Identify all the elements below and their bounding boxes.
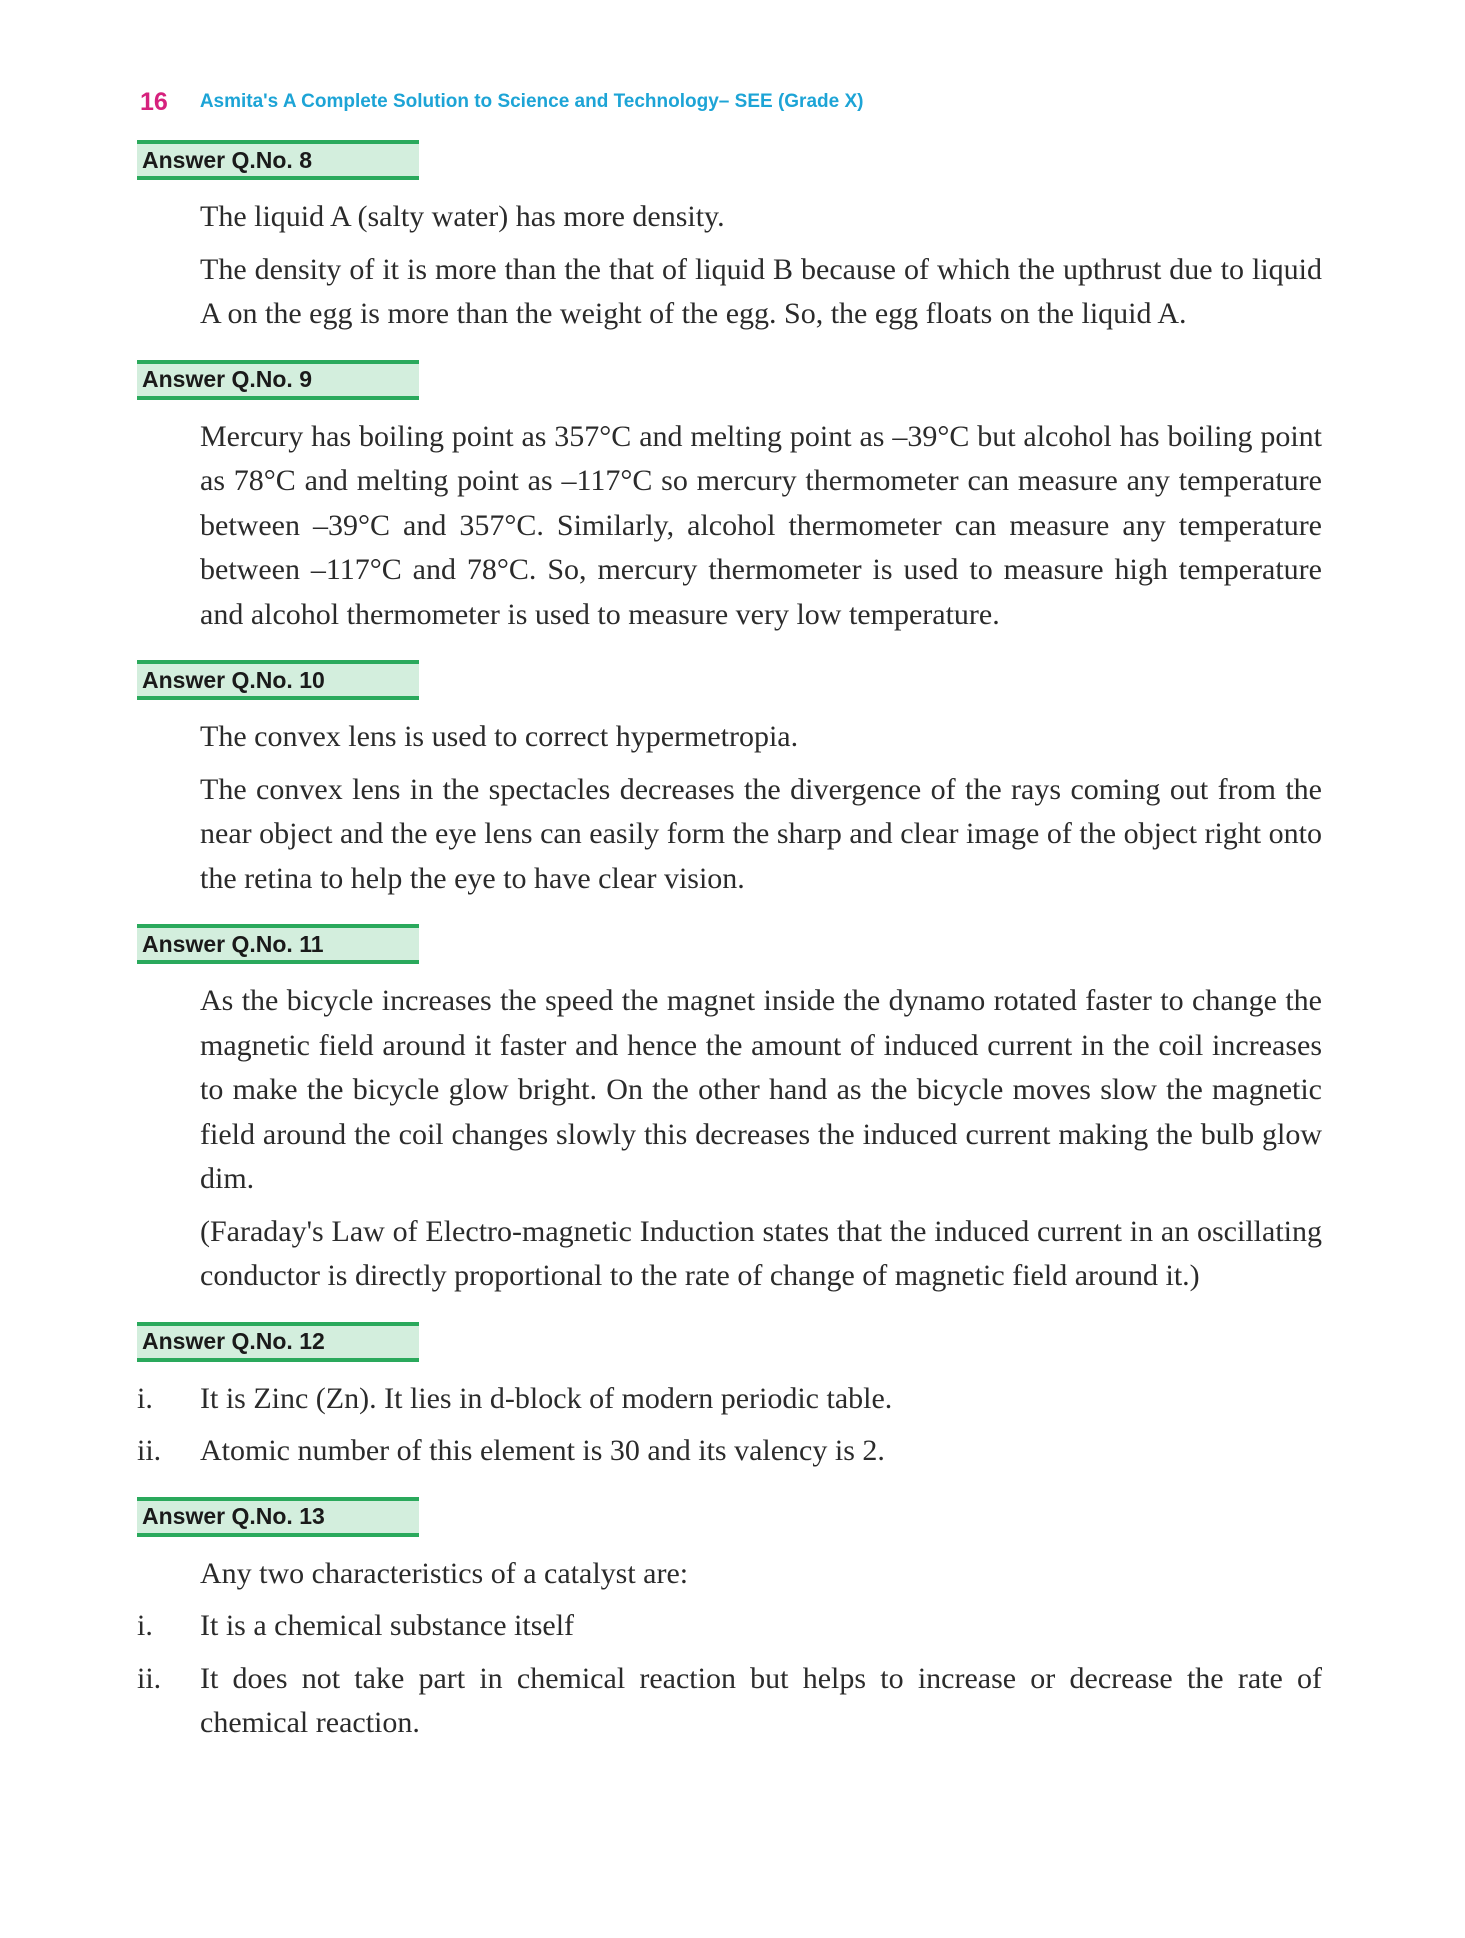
list-item-text: It does not take part in chemical reaction but helps to increase or decrease the rate of chemical reaction. [200,1661,1322,1739]
answer-8-paragraph: The density of it is more than the that of liquid B because of which the upthrust due to liquid A on the egg is more than the weight of the egg. So, the egg floats on the liquid A. [200,252,1322,330]
answer-11-label: Answer Q.No. 11 [137,924,419,964]
list-item-text: Atomic number of this element is 30 and its valency is 2. [200,1434,885,1467]
list-item [137,1429,1322,1474]
answer-13-label: Answer Q.No. 13 [137,1497,419,1537]
list-marker: ii. [137,1661,162,1695]
answer-9-label: Answer Q.No. 9 [137,360,419,400]
list-item-text: It is a chemical substance itself [200,1609,575,1642]
page-number: 16 [140,87,168,116]
list-item [137,1604,1322,1649]
answer-10-section [137,660,1322,901]
answer-10-paragraph: The convex lens in the spectacles decreases the divergence of the rays coming out from the near object and the eye lens can easily form the sharp and clear image of the object right onto the retina to help the eye to have clear vision. [200,772,1322,895]
answer-11-section [137,924,1322,1299]
answer-9-paragraph: Mercury has boiling point as 357°C and melting point as –39°C but alcohol has boiling point as 78°C and melting point as –117°C so mercury thermometer can measure any temperature between –39°C and 357°C. Similarly, alcohol thermometer can measure any temperature between –117°C and 78°C. So, mercury thermometer is used to measure high temperature and alcohol thermometer is used to measure very low temperature. [200,419,1322,631]
answer-10-label: Answer Q.No. 10 [137,660,419,700]
answer-11-paragraph: (Faraday's Law of Electro-magnetic Induction states that the induced current in an oscillating conductor is directly proportional to the rate of change of magnetic field around it.) [200,1214,1322,1292]
answer-10-paragraph: The convex lens is used to correct hypermetropia. [200,720,799,753]
list-marker: i. [137,1381,153,1415]
list-item-text: It is Zinc (Zn). It lies in d-block of modern periodic table. [200,1381,893,1415]
answer-12-section [137,1322,1322,1474]
list-marker: i. [137,1609,153,1642]
page-content [137,140,1322,1769]
answer-13-section [137,1497,1322,1746]
answer-13-intro: Any two characteristics of a catalyst are: [200,1556,689,1590]
running-title: Asmita's A Complete Solution to Science and Technology– SEE (Grade X) [199,91,864,112]
running-header [140,82,863,122]
answer-8-label: Answer Q.No. 8 [137,140,419,180]
list-item [137,1657,1322,1746]
answer-9-section [137,360,1322,638]
list-marker: ii. [137,1434,162,1467]
answer-12-label: Answer Q.No. 12 [137,1322,419,1362]
list-item [137,1377,1322,1422]
answer-8-paragraph: The liquid A (salty water) has more density. [200,200,725,233]
answer-11-paragraph: As the bicycle increases the speed the magnet inside the dynamo rotated faster to change the magnetic field around it faster and hence the amount of induced current in the coil increases to make the bicycle glow bright. On the other hand as the bicycle moves slow the magnetic field around the coil changes slowly this decreases the induced current making the bulb glow dim. [200,984,1322,1195]
answer-8-section [137,140,1322,337]
